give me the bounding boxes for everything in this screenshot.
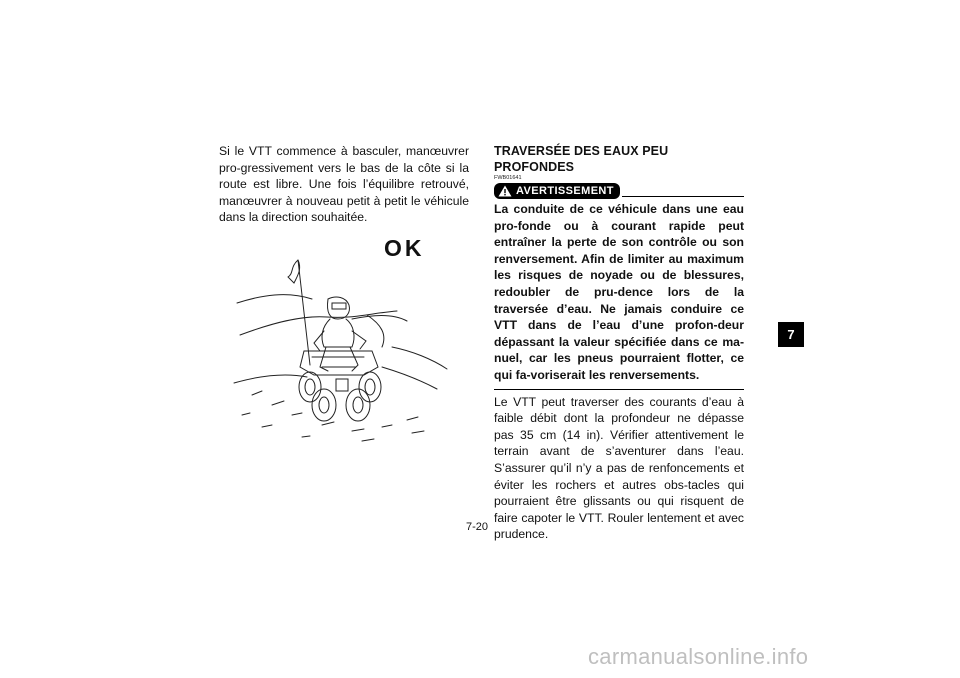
watermark: carmanualsonline.info xyxy=(588,644,809,669)
illustration-ok-label: OK xyxy=(384,235,425,261)
left-paragraph: Si le VTT commence à basculer, manœuvrer pro-gressivement vers le bas de la côte si la route est libre. Une fois l’équilibre retrouvé, manœuvrer à nouveau petit à petit le véhicule dans la direction souhaitée. xyxy=(219,144,469,225)
left-column xyxy=(219,143,469,226)
warning-badge xyxy=(494,183,620,199)
section-title: TRAVERSÉE DES EAUX PEU PROFONDES xyxy=(494,144,669,174)
warning-triangle-icon xyxy=(498,185,512,197)
atv-rider-illustration xyxy=(232,255,457,445)
body-paragraph: Le VTT peut traverser des courants d’eau à faible débit dont la profondeur ne dépasse pas 35 cm (14 in). Vérifier attentivement le terrain avant de s’aventurer dans l’eau. S’assurer qu’il n’y a pas de renfoncements et éviter les rochers et autres obs-tacles qui pourraient être glissants ou qui risquent de faire capoter le VTT. Rouler lentement et avec prudence. xyxy=(494,394,744,542)
warning-header-rule xyxy=(622,196,744,197)
warning-header xyxy=(494,183,744,199)
reference-code: FWB01641 xyxy=(494,175,522,181)
warning-bottom-rule xyxy=(494,389,744,390)
warning-label: AVERTISSEMENT xyxy=(516,185,614,197)
right-column xyxy=(494,143,744,543)
page-number: 7-20 xyxy=(466,521,489,533)
warning-text: La conduite de ce véhicule dans une eau pro-fonde ou à courant rapide peut entraîner la perte de son contrôle ou son renversement. Afin de limiter au maximum les risques de noyade ou de blessures, redoubler de pru-dence lors de la traversée d’eau. Ne jamais conduire ce VTT dans de l’eau d’une profon-deur dépassant la valeur spécifiée dans ce ma-nuel, car les pneus pourraient flotter, ce qui fa-voriserait les renversements. xyxy=(494,202,744,382)
chapter-tab: 7 xyxy=(778,322,804,347)
